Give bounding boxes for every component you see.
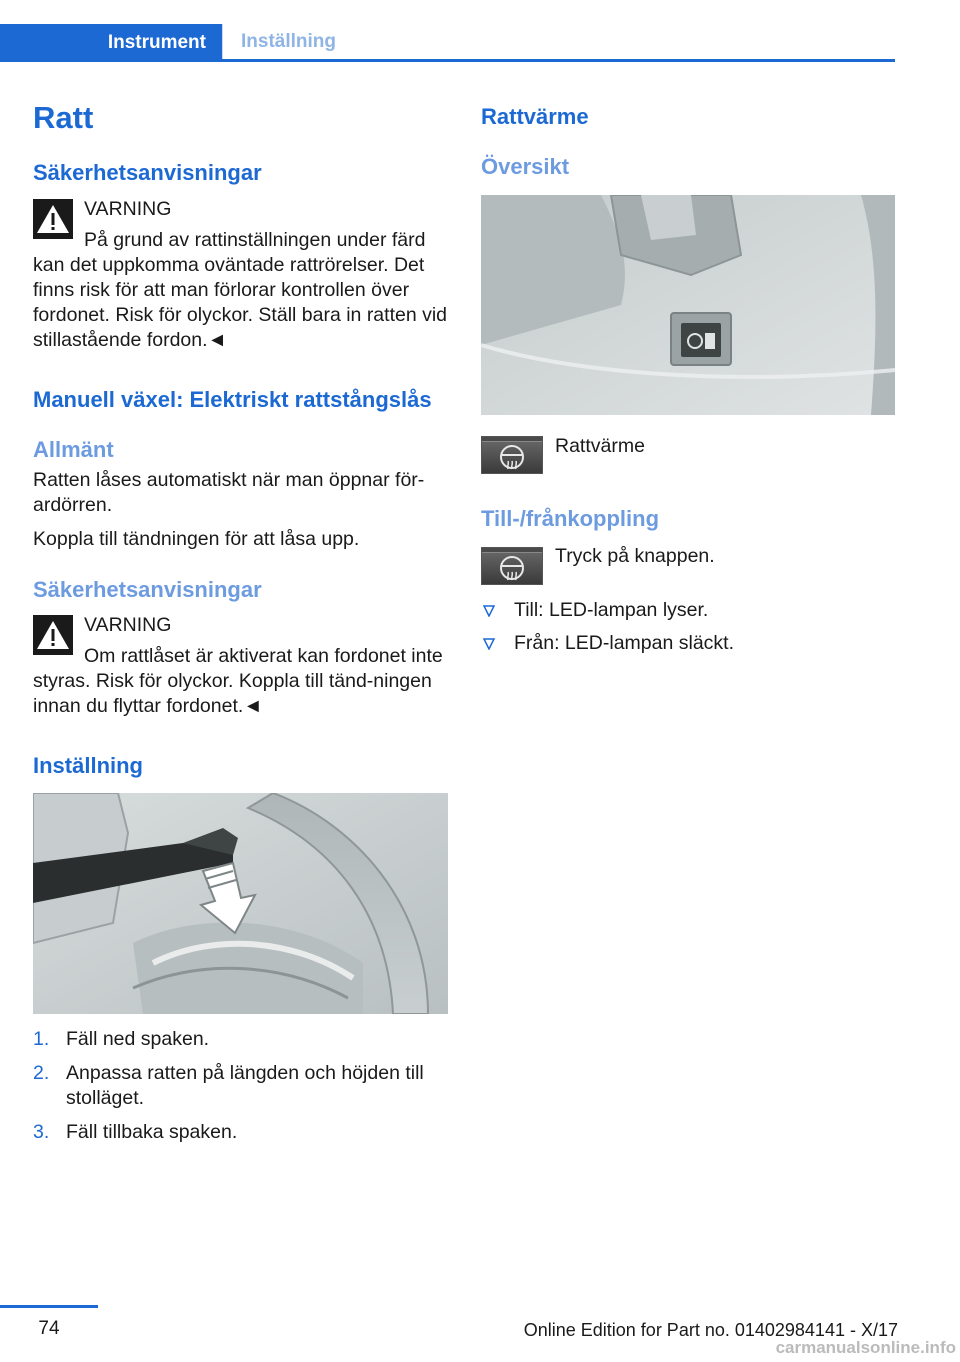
header-tabs — [0, 24, 895, 62]
icon-caption-rattvarme: Rattvärme — [555, 435, 645, 457]
steering-wheel-heat-icon — [482, 437, 542, 473]
list-item: 1. Fäll ned spaken. — [33, 1028, 210, 1050]
watermark: carmanualsonline.info — [775, 1338, 956, 1357]
warning-box-2 — [33, 613, 448, 723]
toggle-instruction: Tryck på knappen. — [555, 545, 715, 567]
steering-heat-button-illustration — [481, 195, 895, 415]
edition-text: Online Edition for Part no. 01402984141 - X/17 — [523, 1320, 898, 1340]
allmant-text-1: Ratten låses automatiskt när man öppnar för‐ardörren. — [33, 469, 425, 516]
warning-box-1 — [33, 197, 448, 357]
heading-safety-1: Säkerhetsanvisningar — [33, 160, 262, 185]
warning-2-title: VARNING — [84, 614, 172, 636]
heading-installning: Inställning — [33, 753, 143, 778]
tab-instrument[interactable]: Instrument — [0, 24, 222, 62]
heading-allmant: Allmänt — [33, 437, 114, 462]
heading-toggle: Till-/frånkoppling — [481, 506, 660, 531]
triangle-bullet-icon — [483, 605, 495, 617]
tab-installning[interactable]: Inställning — [241, 30, 336, 52]
list-item: 3. Fäll tillbaka spaken. — [33, 1121, 238, 1143]
list-item: Till: LED-lampan lyser. — [481, 598, 896, 623]
warning-2-text: Om rattlåset är aktiverat kan fordonet inte styras. Risk för olyckor. Koppla till tänd‐ningen innan du flyttar fordonet.◄ — [33, 645, 443, 717]
page-number: 74 — [38, 1318, 60, 1339]
section-title-ratt: Ratt — [33, 100, 94, 135]
steering-wheel-heating-button[interactable] — [481, 436, 543, 474]
list-item: 2. Anpassa ratten på längden och höjden till stolläget. — [33, 1062, 424, 1109]
header-rule — [0, 59, 895, 62]
triangle-bullet-icon — [483, 638, 495, 650]
heading-safety-2: Säkerhetsanvisningar — [33, 577, 262, 602]
allmant-text-2: Koppla till tändningen för att låsa upp. — [33, 528, 360, 550]
heading-rattvarme: Rattvärme — [481, 104, 589, 129]
warning-1-text: På grund av rattinställningen under färd kan det uppkomma oväntade rattrörelser. Det finns risk för att man förlorar kontrollen över fordonet. Risk för olyckor. Ställ bara in ratten vid stillastående fordon.◄ — [33, 229, 448, 351]
steering-wheel-heating-button[interactable] — [481, 547, 543, 585]
steering-wheel-heat-icon — [482, 548, 542, 584]
heading-oversikt: Översikt — [481, 154, 570, 179]
list-item: Från: LED-lampan släckt. — [481, 631, 896, 656]
warning-1-title: VARNING — [84, 198, 172, 220]
steering-lever-illustration — [33, 793, 448, 1014]
adjust-steps-list — [33, 1027, 448, 1154]
footer-rule — [0, 1305, 98, 1308]
led-status-list — [481, 598, 896, 664]
heading-steering-lock: Manuell växel: Elektriskt rattstångslås — [33, 387, 432, 412]
